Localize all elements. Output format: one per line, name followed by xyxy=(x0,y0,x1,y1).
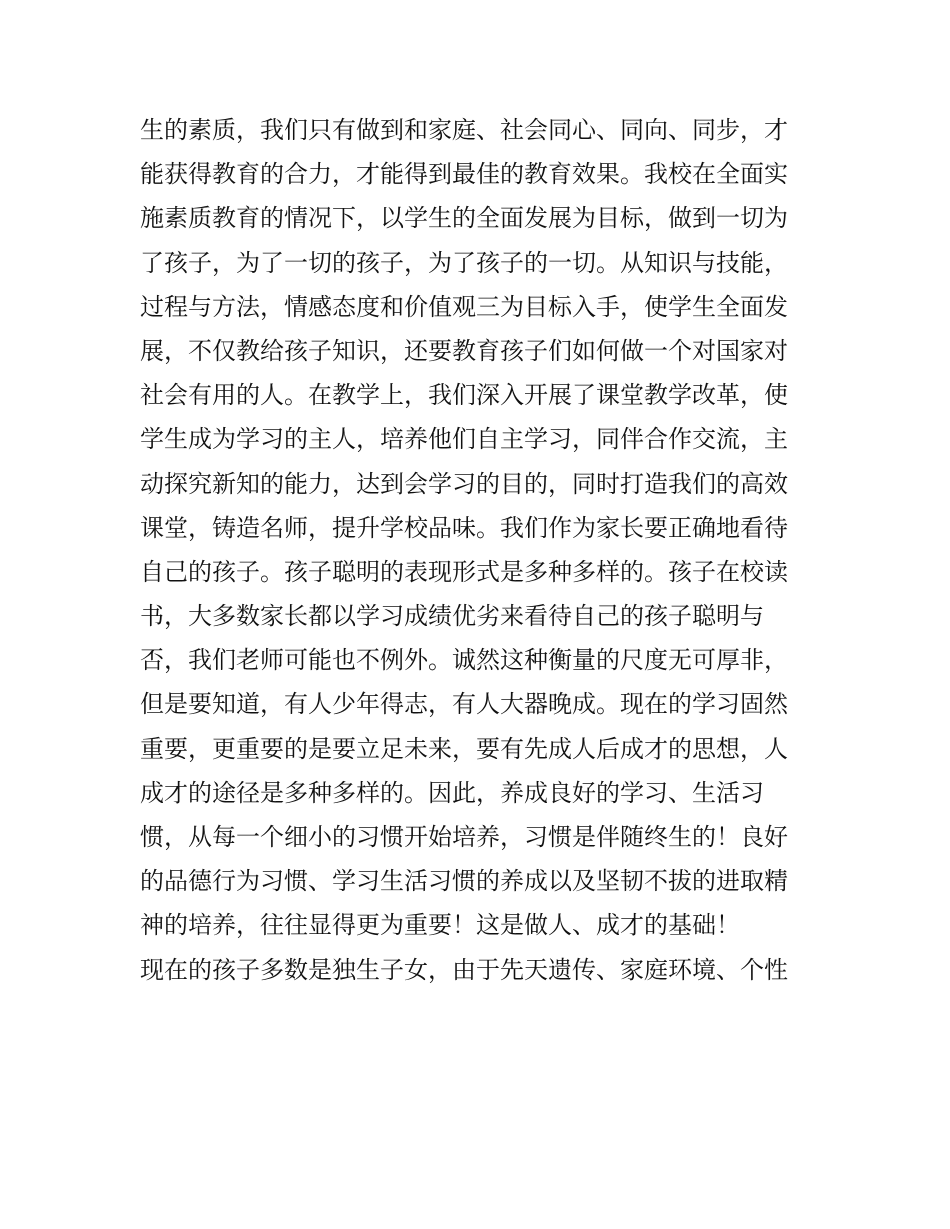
text-line: 课堂，铸造名师，提升学校品味。我们作为家长要正确地看待 xyxy=(140,513,788,542)
text-line: 惯，从每一个细小的习惯开始培养，习惯是伴随终生的！良好 xyxy=(140,823,788,851)
text-line: 书，大多数家长都以学习成绩优劣来看待自己的孩子聪明与 xyxy=(140,602,764,631)
text-line: 神的培养，往往显得更为重要！这是做人、成才的基础！ xyxy=(140,911,740,940)
text-line: 重要，更重要的是要立足未来，要有先成人后成才的思想，人 xyxy=(140,734,788,763)
text-line: 否，我们老师可能也不例外。诚然这种衡量的尺度无可厚非， xyxy=(140,646,788,675)
text-line: 能获得教育的合力，才能得到最佳的教育效果。我校在全面实 xyxy=(140,160,788,189)
text-line: 自己的孩子。孩子聪明的表现形式是多种多样的。孩子在校读 xyxy=(140,557,788,586)
text-line: 社会有用的人。在教学上，我们深入开展了课堂教学改革，使 xyxy=(140,381,788,410)
text-line: 成才的途径是多种多样的。因此，养成良好的学习、生活习 xyxy=(140,778,764,807)
text-line: 学生成为学习的主人，培养他们自主学习，同伴合作交流，主 xyxy=(140,425,788,454)
text-line: 但是要知道，有人少年得志，有人大器晚成。现在的学习固然 xyxy=(140,690,788,719)
text-line: 过程与方法，情感态度和价值观三为目标入手，使学生全面发 xyxy=(140,292,788,321)
text-line: 的品德行为习惯、学习生活习惯的养成以及坚韧不拔的进取精 xyxy=(140,867,788,896)
text-line: 动探究新知的能力，达到会学习的目的，同时打造我们的高效 xyxy=(140,469,788,498)
text-line: 现在的孩子多数是独生子女，由于先天遗传、家庭环境、个性 xyxy=(140,955,788,984)
text-line: 生的素质，我们只有做到和家庭、社会同心、同向、同步，才 xyxy=(140,116,788,144)
body-text xyxy=(140,108,820,992)
text-line: 了孩子，为了一切的孩子，为了孩子的一切。从知识与技能， xyxy=(140,248,788,277)
text-line: 施素质教育的情况下，以学生的全面发展为目标，做到一切为 xyxy=(140,204,788,233)
text-line: 展，不仅教给孩子知识，还要教育孩子们如何做一个对国家对 xyxy=(140,336,788,365)
